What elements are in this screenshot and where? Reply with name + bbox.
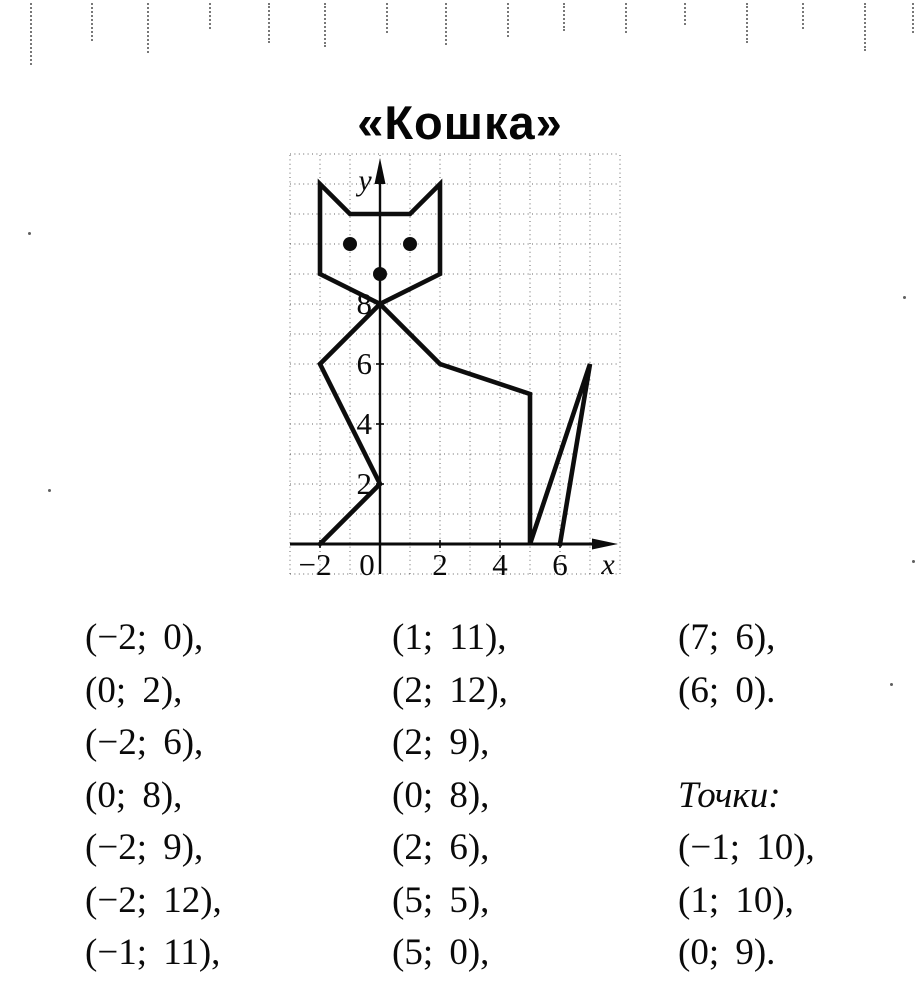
coordinate-item: (−1; 10),: [678, 827, 815, 868]
x-tick-label: −2: [298, 547, 332, 582]
coordinate-column-1: [85, 612, 222, 980]
y-tick-label: 6: [356, 346, 372, 381]
coordinate-plot: [280, 150, 630, 590]
coordinate-item: (2; 12),: [392, 669, 508, 711]
cat-face-dot: [373, 267, 387, 281]
x-tick-label: 0: [359, 547, 375, 582]
scan-speck: [28, 232, 31, 235]
scan-noise-mark: [802, 3, 806, 29]
scan-noise-mark: [912, 3, 916, 33]
coordinate-item: (2; 6),: [392, 827, 490, 868]
coordinate-item: (−2; 6),: [85, 722, 204, 763]
x-tick-label: 6: [552, 547, 568, 582]
scan-noise-mark: [684, 3, 688, 25]
coordinate-column-2: [392, 612, 508, 980]
coordinate-item: (−2; 0),: [85, 617, 204, 658]
coordinate-item: (1; 11),: [392, 617, 507, 658]
scan-noise-mark: [386, 3, 390, 33]
coordinate-item: (2; 9),: [392, 722, 490, 763]
scan-noise-mark: [563, 3, 567, 31]
y-tick-label: 8: [356, 286, 372, 321]
scan-speck: [48, 489, 51, 492]
scan-noise-mark: [30, 3, 34, 65]
scan-noise-mark: [91, 3, 95, 41]
coordinate-item: (0; 8),: [85, 774, 183, 816]
y-tick-label: 4: [356, 406, 372, 441]
coordinate-item: [678, 717, 815, 770]
coordinate-item: (−2; 9),: [85, 827, 204, 868]
scan-speck: [903, 296, 906, 299]
coordinate-item: (1; 10),: [678, 879, 794, 921]
scan-noise-mark: [864, 3, 868, 51]
scan-speck: [912, 560, 915, 563]
coordinate-item: (0; 2),: [85, 669, 183, 711]
coordinate-plot-svg: [280, 150, 630, 590]
x-tick-label: 2: [432, 547, 448, 582]
scan-speck: [890, 683, 893, 686]
cat-face-dot: [343, 237, 357, 251]
y-axis-label: y: [358, 164, 372, 197]
worksheet-title: «Кошка»: [357, 96, 563, 150]
points-heading: Точки:: [678, 774, 781, 816]
scan-noise-mark: [209, 3, 213, 29]
scan-noise-mark: [445, 3, 449, 45]
scan-noise-mark: [268, 3, 272, 43]
scan-noise-mark: [324, 3, 328, 47]
scan-noise-mark: [507, 3, 511, 37]
coordinate-item: (−1; 11),: [85, 932, 221, 973]
scan-noise-mark: [147, 3, 151, 53]
y-axis-arrowhead: [375, 158, 386, 184]
coordinate-item: (5; 0),: [392, 932, 490, 973]
coordinate-column-3: [678, 612, 815, 980]
x-tick-label: 4: [492, 547, 508, 582]
coordinate-item: (7; 6),: [678, 617, 776, 658]
coordinate-item: (0; 8),: [392, 774, 490, 816]
coordinate-item: (6; 0).: [678, 669, 776, 711]
scan-noise-mark: [746, 3, 750, 43]
x-axis-label: x: [601, 548, 615, 581]
coordinate-item: (0; 9).: [678, 932, 776, 973]
coordinate-item: (5; 5),: [392, 879, 490, 921]
coordinate-item: (−2; 12),: [85, 879, 222, 921]
y-tick-label: 2: [356, 466, 372, 501]
cat-face-dot: [403, 237, 417, 251]
scan-noise-mark: [625, 3, 629, 33]
